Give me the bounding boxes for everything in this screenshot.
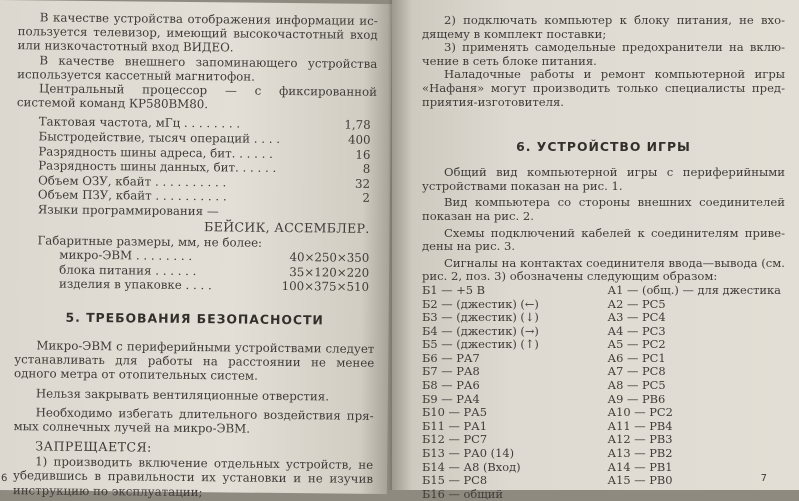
device-paragraph-3: Схемы подключений кабелей к соединителям приве-дены на рис. 3. [422, 225, 785, 254]
pin-item: Б5 — (джестик) (↑) [422, 337, 539, 352]
spec-label: Тактовая частота, мГц . . . . . . . . [38, 114, 241, 131]
spec-list [16, 115, 377, 206]
spec-value: 32 [355, 176, 371, 191]
pin-item: А8 — РС5 [607, 378, 666, 393]
dimensions-list [15, 247, 375, 295]
section-6-title: 6. УСТРОЙСТВО ИГРЫ [516, 139, 691, 155]
dimension-label: блока питания . . . . . . [59, 262, 197, 278]
dimension-label: изделия в упаковке . . . . [58, 276, 212, 293]
pin-column-a [600, 284, 786, 501]
pin-item: Б16 — общий [422, 486, 503, 501]
spec-label: Разрядность шины адреса, бит. . . . . . [38, 144, 273, 161]
right-page [392, 0, 799, 501]
spec-label: Быстродействие, тысяч операций . . . . [38, 129, 281, 146]
pin-item: А5 — РС2 [607, 337, 666, 352]
pin-item: А4 — РС3 [607, 323, 666, 338]
dimension-value: 40×250×350 [289, 250, 370, 266]
pin-item: Б11 — РА1 [422, 418, 488, 433]
pin-item: Б8 — РА6 [422, 378, 480, 393]
pin-item: Б4 — (джестик) (→) [422, 323, 539, 338]
pin-item: Б3 — (джестик) (↓) [422, 310, 539, 325]
pin-item: А15 — РВ0 [607, 473, 673, 488]
spec-value: 400 [347, 132, 371, 147]
dimension-label: микро-ЭВМ . . . . . . . . [59, 247, 193, 264]
pin-item: А3 — РС4 [607, 310, 666, 325]
pin-item: А7 — РС8 [607, 364, 666, 379]
safety-paragraph-2: Нельзя закрывать вентиляционные отверстия. [35, 385, 330, 404]
pin-item: А14 — РВ1 [607, 459, 673, 474]
left-page [0, 0, 392, 499]
device-paragraph-2: Вид компьютера со стороны внешних соединителей показан на рис. 2. [422, 195, 785, 223]
repair-paragraph: Наладочные работы и ремонт компьютерной игры «Нафаня» могут производить только специалисты пред-приятия-изготовителя. [422, 67, 785, 109]
pin-item: Б10 — РА5 [422, 405, 488, 420]
pin-item: Б9 — РА4 [422, 391, 480, 406]
spec-value: 1,78 [344, 118, 371, 133]
pin-item: А12 — РВ3 [607, 432, 673, 447]
forbidden-item-1: 1) производить включение отдельных устройств, не убедившись в правильности их установки и не изучив инструкцию по эксплуатации; [12, 454, 374, 499]
pin-item: Б15 — РС8 [422, 473, 488, 488]
dimension-value: 100×375×510 [281, 279, 370, 295]
dimensions-header: Габаритные размеры, мм, не более: [37, 232, 263, 250]
safety-paragraph-1: Микро-ЭВМ с периферийными устройствами следует устанавливать для работы на расстоянии не менее одного метра от отопительных систем. [14, 338, 375, 384]
pin-item: А10 — РС2 [607, 405, 673, 420]
pin-item: Б14 — А8 (Вход) [422, 459, 521, 474]
spec-label: Объем ОЗУ, кбайт . . . . . . . . . . [38, 173, 227, 190]
page-number-left: 6 [0, 473, 8, 485]
pin-item: А2 — РС5 [607, 296, 666, 311]
spec-value: 2 [362, 191, 371, 206]
dimension-value: 35×120×220 [289, 264, 370, 280]
spec-value: 16 [355, 147, 371, 162]
intro-paragraph-2: В качестве внешнего запоминающего устройства используется кассетный магнитофон. [17, 53, 378, 84]
pin-item: А1 — (общ.) — для джестика [607, 282, 781, 297]
spec-value: 8 [362, 162, 371, 177]
languages-label: Языки программирования — [37, 202, 219, 219]
safety-paragraph-3: Необходимо избегать длительного воздействия пря-мых солнечных лучей на микро-ЭВМ. [13, 405, 374, 436]
pin-item: А9 — РВ6 [607, 391, 666, 406]
spec-label: Объем ПЗУ, кбайт . . . . . . . . . . [37, 187, 227, 204]
pin-item: Б7 — РА8 [422, 364, 480, 379]
device-paragraph-4: Сигналы на контактах соединителя ввода—вывода (см. рис. 2, поз. 3) обозначены следующим образом: [422, 255, 785, 284]
pin-item: А11 — РВ4 [607, 418, 673, 433]
pin-item: Б12 — РС7 [422, 432, 488, 447]
page-number-right: 7 [760, 473, 767, 484]
spec-label: Разрядность шины данных, бит. . . . . . [38, 158, 277, 176]
pin-item: Б6 — РА7 [422, 350, 480, 365]
intro-paragraph-1: В качестве устройства отображения информации ис-пользуется телевизор, имеющий высокочастотный вход или низкочастотный вход ВИДЕО. [17, 10, 378, 55]
forbidden-heading: ЗАПРЕЩАЕТСЯ: [35, 438, 152, 455]
forbidden-item-2: 2) подключать компьютер к блоку питания, не вхо-дящему в комплект поставки; [422, 13, 785, 41]
intro-paragraph-3: Центральный процессор — с фиксированной системой команд КР580ВМ80. [16, 81, 378, 112]
pin-item: А13 — РВ2 [607, 446, 673, 461]
section-5-title: 5. ТРЕБОВАНИЯ БЕЗОПАСНОСТИ [65, 309, 324, 328]
languages-value: БЕЙСИК, АССЕМБЛЕР. [204, 218, 370, 236]
pin-item: Б1 — +5 В [422, 282, 486, 297]
device-paragraph-1: Общий вид компьютерной игры с периферийными устройствами показан на рис. 1. [422, 165, 785, 193]
forbidden-item-3: 3) применять самодельные предохранители на вклю-чение в сеть блоке питания. [422, 40, 785, 68]
pin-table [422, 284, 785, 501]
pin-item: Б13 — РА0 (14) [422, 446, 515, 461]
pin-item: Б2 — (джестик) (←) [422, 296, 539, 311]
pin-item: А6 — РС1 [607, 350, 666, 365]
pin-column-b [422, 284, 600, 501]
